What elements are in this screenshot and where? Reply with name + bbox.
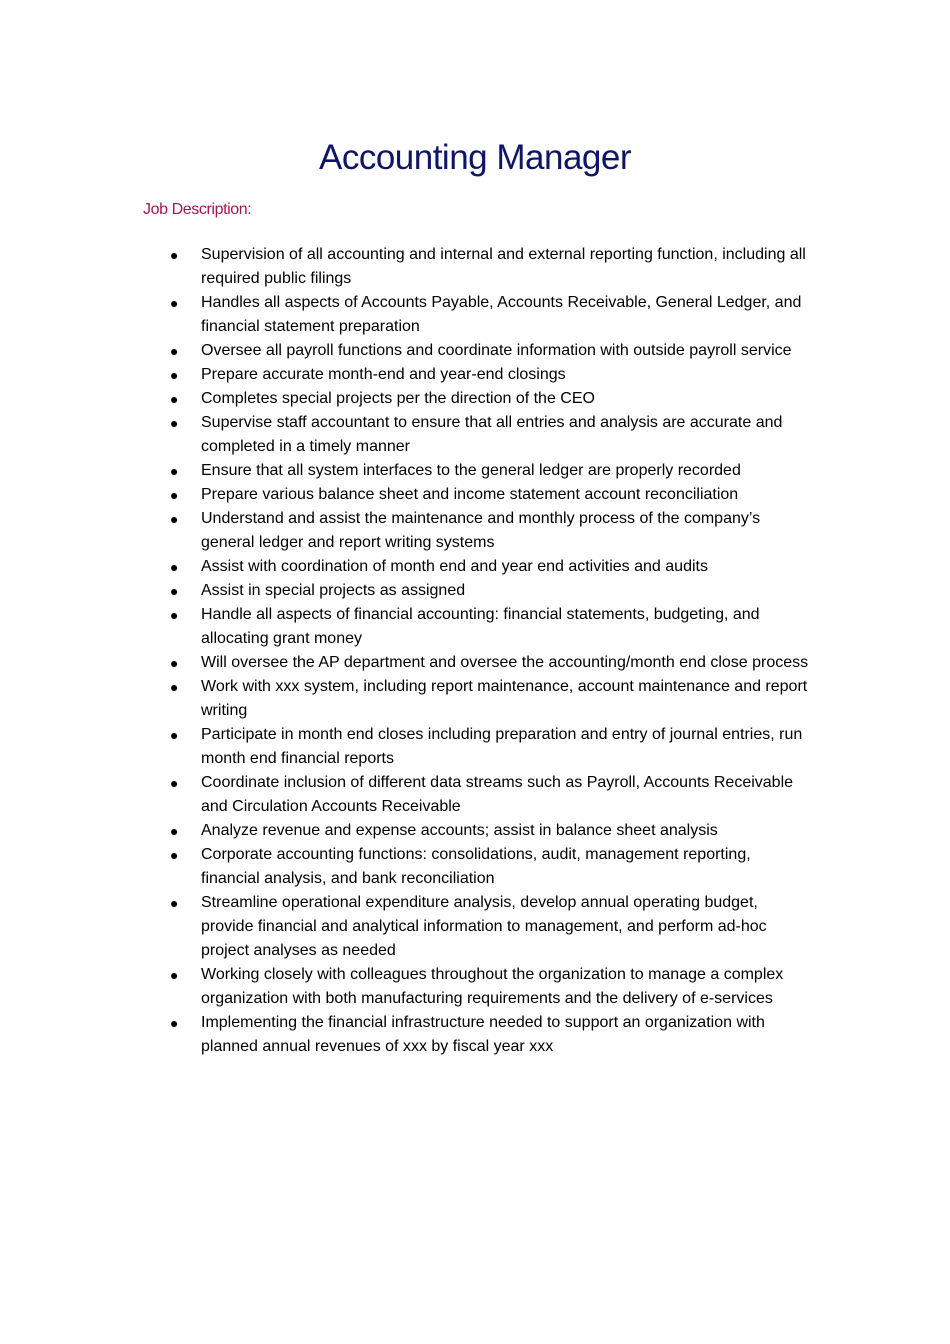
- list-item: [170, 507, 810, 555]
- list-item: [170, 675, 810, 723]
- bullet-icon: ●: [170, 727, 179, 743]
- list-item-text: Work with xxx system, including report maintenance, account maintenance and report writing: [201, 678, 808, 719]
- list-item: [170, 579, 810, 603]
- list-item-text: Handle all aspects of financial accounting: financial statements, budgeting, and allocating grant money: [201, 606, 760, 647]
- list-item-text: Prepare accurate month-end and year-end closings: [201, 366, 566, 383]
- list-item: [170, 771, 810, 819]
- list-item: [170, 555, 810, 579]
- list-item-text: Supervise staff accountant to ensure that all entries and analysis are accurate and completed in a timely manner: [201, 414, 783, 455]
- list-item: [170, 339, 810, 363]
- bullet-icon: ●: [170, 895, 179, 911]
- bullet-icon: ●: [170, 823, 179, 839]
- list-item: [170, 243, 810, 291]
- bullet-icon: ●: [170, 295, 179, 311]
- list-item-text: Supervision of all accounting and internal and external reporting function, including all required public filings: [201, 246, 806, 287]
- list-item-text: Participate in month end closes including preparation and entry of journal entries, run month end financial reports: [201, 726, 803, 767]
- bullet-icon: ●: [170, 247, 179, 263]
- list-item: [170, 891, 810, 963]
- list-item-text: Oversee all payroll functions and coordinate information with outside payroll service: [201, 342, 792, 359]
- bullet-icon: ●: [170, 391, 179, 407]
- bullet-icon: ●: [170, 775, 179, 791]
- list-item-text: Corporate accounting functions: consolidations, audit, management reporting, financial analysis, and bank reconciliation: [201, 846, 751, 887]
- bullet-icon: ●: [170, 511, 179, 527]
- list-item: [170, 459, 810, 483]
- list-item-text: Understand and assist the maintenance and monthly process of the company’s general ledger and report writing systems: [201, 510, 761, 551]
- list-item-text: Working closely with colleagues throughout the organization to manage a complex organization with both manufacturing requirements and the delivery of e-services: [201, 966, 784, 1007]
- list-item-text: Assist with coordination of month end and year end activities and audits: [201, 558, 708, 575]
- list-item: [170, 1011, 810, 1059]
- bullet-icon: ●: [170, 367, 179, 383]
- job-duties-list: [170, 243, 810, 1059]
- list-item-text: Implementing the financial infrastructure needed to support an organization with planned annual revenues of xxx by fiscal year xxx: [201, 1014, 765, 1055]
- bullet-icon: ●: [170, 583, 179, 599]
- list-item: [170, 819, 810, 843]
- list-item: [170, 387, 810, 411]
- list-item-text: Assist in special projects as assigned: [201, 582, 466, 599]
- list-item: [170, 291, 810, 339]
- bullet-icon: ●: [170, 679, 179, 695]
- list-item-text: Ensure that all system interfaces to the general ledger are properly recorded: [201, 462, 741, 479]
- list-item-text: Analyze revenue and expense accounts; assist in balance sheet analysis: [201, 822, 718, 839]
- bullet-icon: ●: [170, 343, 179, 359]
- list-item: [170, 651, 810, 675]
- list-item-text: Completes special projects per the direction of the CEO: [201, 390, 595, 407]
- bullet-icon: ●: [170, 487, 179, 503]
- list-item-text: Coordinate inclusion of different data streams such as Payroll, Accounts Receivable and Circulation Accounts Receivable: [201, 774, 794, 815]
- list-item: [170, 483, 810, 507]
- bullet-icon: ●: [170, 847, 179, 863]
- bullet-icon: ●: [170, 1015, 179, 1031]
- bullet-icon: ●: [170, 655, 179, 671]
- bullet-icon: ●: [170, 559, 179, 575]
- list-item-text: Will oversee the AP department and oversee the accounting/month end close process: [201, 654, 809, 671]
- list-item-text: Handles all aspects of Accounts Payable, Accounts Receivable, General Ledger, and financial statement preparation: [201, 294, 802, 335]
- bullet-icon: ●: [170, 415, 179, 431]
- list-item: [170, 411, 810, 459]
- list-item: [170, 843, 810, 891]
- list-item-text: Prepare various balance sheet and income statement account reconciliation: [201, 486, 739, 503]
- section-heading-job-description: Job Description:: [143, 201, 252, 218]
- page-title: Accounting Manager: [318, 138, 632, 177]
- bullet-icon: ●: [170, 607, 179, 623]
- list-item: [170, 963, 810, 1011]
- bullet-icon: ●: [170, 967, 179, 983]
- list-item: [170, 603, 810, 651]
- list-item: [170, 363, 810, 387]
- list-item-text: Streamline operational expenditure analysis, develop annual operating budget, provide financial and analytical information to management, and perform ad-hoc project analyses as needed: [201, 894, 767, 959]
- bullet-icon: ●: [170, 463, 179, 479]
- list-item: [170, 723, 810, 771]
